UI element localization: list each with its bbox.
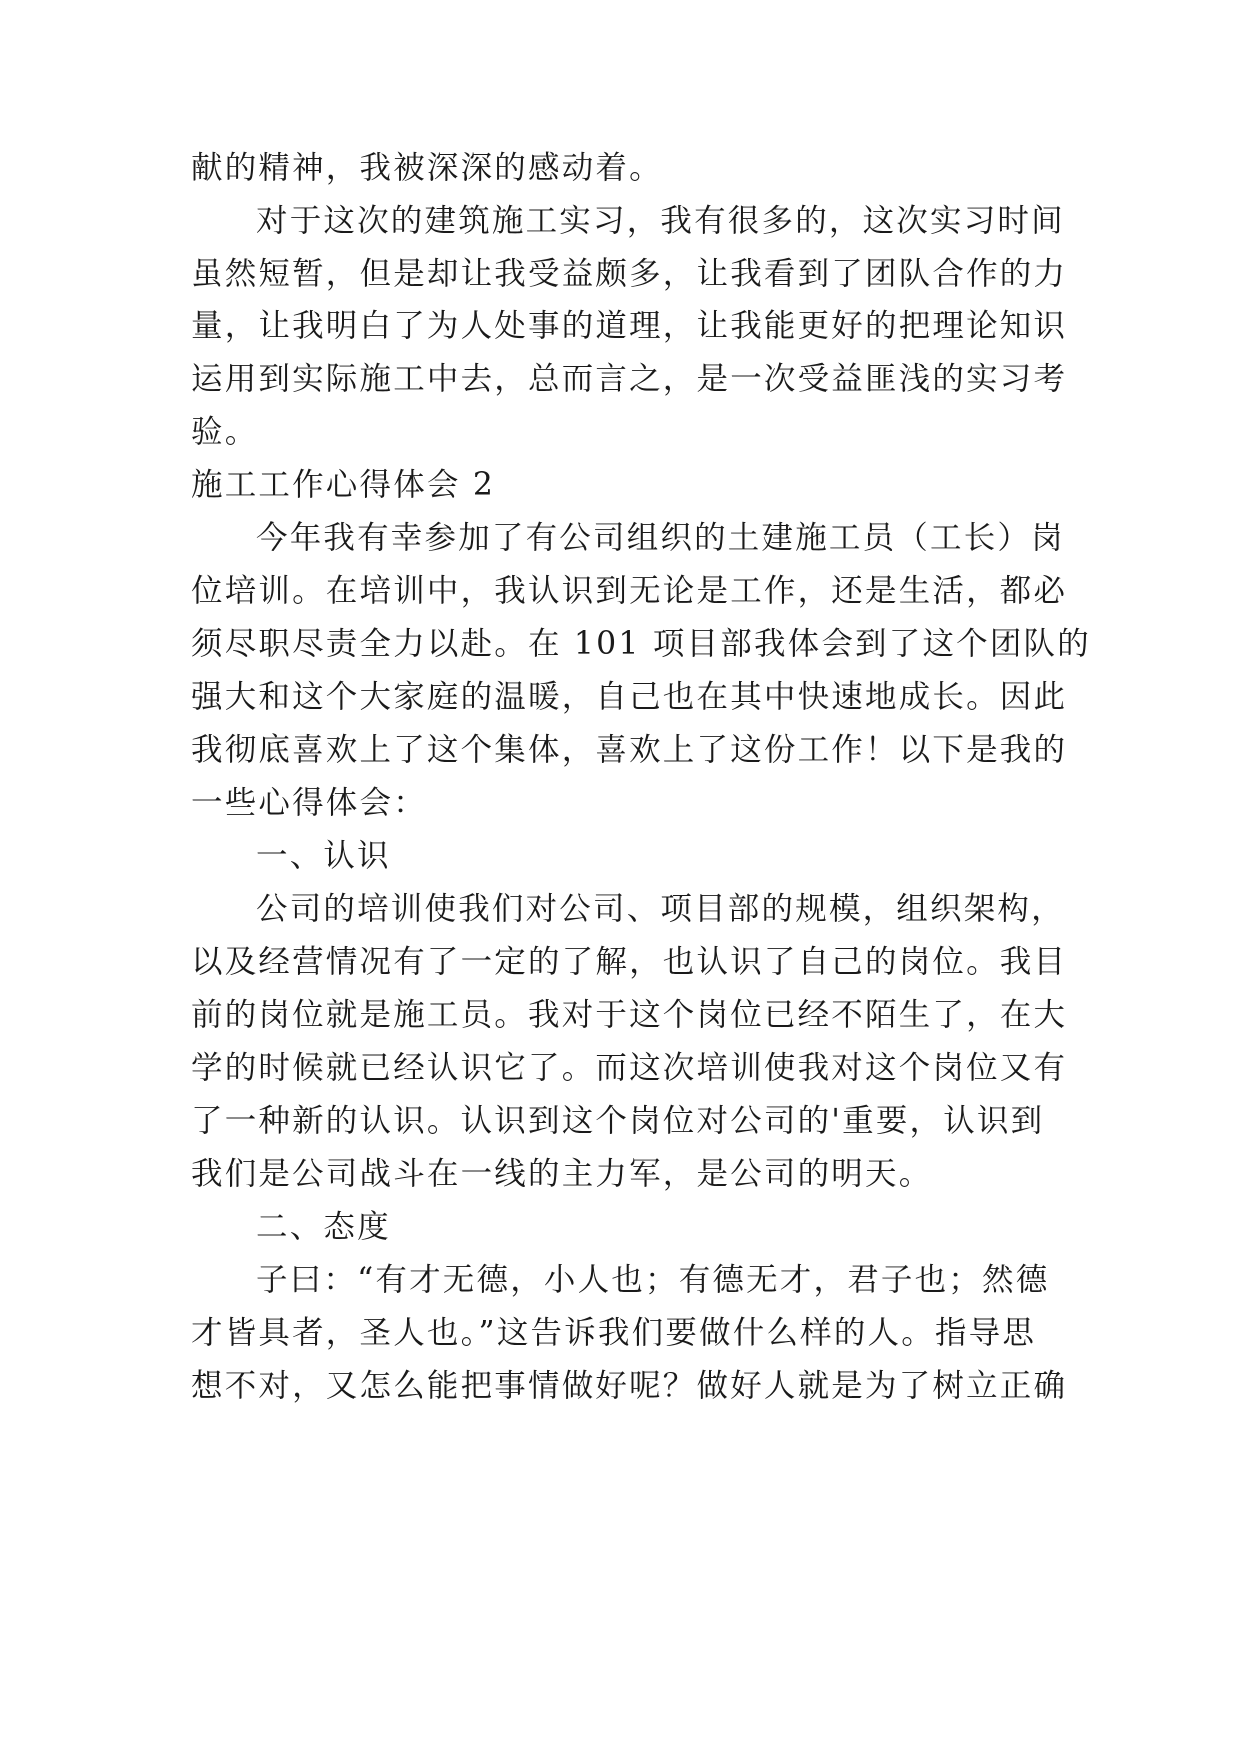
paragraph-line: 前的岗位就是施工员。我对于这个岗位已经不陌生了，在大 xyxy=(191,997,1068,1033)
paragraph-line: 我们是公司战斗在一线的主力军，是公司的明天。 xyxy=(191,1156,933,1192)
paragraph-line: 须尽职尽责全力以赴。在 101 项目部我体会到了这个团队的 xyxy=(191,626,1091,662)
paragraph-line: 运用到实际施工中去，总而言之，是一次受益匪浅的实习考 xyxy=(191,361,1068,397)
paragraph-line: 学的时候就已经认识它了。而这次培训使我对这个岗位又有 xyxy=(191,1050,1068,1086)
paragraph-line: 强大和这个大家庭的温暖，自己也在其中快速地成长。因此 xyxy=(191,679,1068,715)
paragraph-line: 今年我有幸参加了有公司组织的土建施工员（工长）岗 xyxy=(256,520,1065,556)
paragraph-line: 了一种新的认识。认识到这个岗位对公司的'重要，认识到 xyxy=(191,1103,1045,1139)
subheading: 一、认识 xyxy=(256,838,391,874)
subheading: 二、态度 xyxy=(256,1209,391,1245)
paragraph-line: 验。 xyxy=(191,414,259,450)
section-heading: 施工工作心得体会 2 xyxy=(191,467,496,503)
paragraph-line: 量，让我明白了为人处事的道理，让我能更好的把理论知识 xyxy=(191,308,1068,344)
paragraph-line: 才皆具者，圣人也。”这告诉我们要做什么样的人。指导思 xyxy=(191,1315,1037,1351)
paragraph-line: 想不对，又怎么能把事情做好呢？做好人就是为了树立正确 xyxy=(191,1368,1068,1404)
paragraph-line: 虽然短暂，但是却让我受益颇多，让我看到了团队合作的力 xyxy=(191,256,1068,292)
paragraph-line: 位培训。在培训中，我认识到无论是工作，还是生活，都必 xyxy=(191,573,1068,609)
paragraph-line: 对于这次的建筑施工实习，我有很多的，这次实习时间 xyxy=(256,203,1065,239)
paragraph-line: 我彻底喜欢上了这个集体，喜欢上了这份工作！以下是我的 xyxy=(191,732,1068,768)
paragraph-line: 子曰：“有才无德，小人也；有德无才，君子也；然德 xyxy=(256,1262,1050,1298)
paragraph-line: 献的精神，我被深深的感动着。 xyxy=(191,150,663,186)
paragraph-line: 以及经营情况有了一定的了解，也认识了自己的岗位。我目 xyxy=(191,944,1068,980)
paragraph-line: 一些心得体会： xyxy=(191,785,427,821)
paragraph-line: 公司的培训使我们对公司、项目部的规模，组织架构， xyxy=(256,891,1065,927)
